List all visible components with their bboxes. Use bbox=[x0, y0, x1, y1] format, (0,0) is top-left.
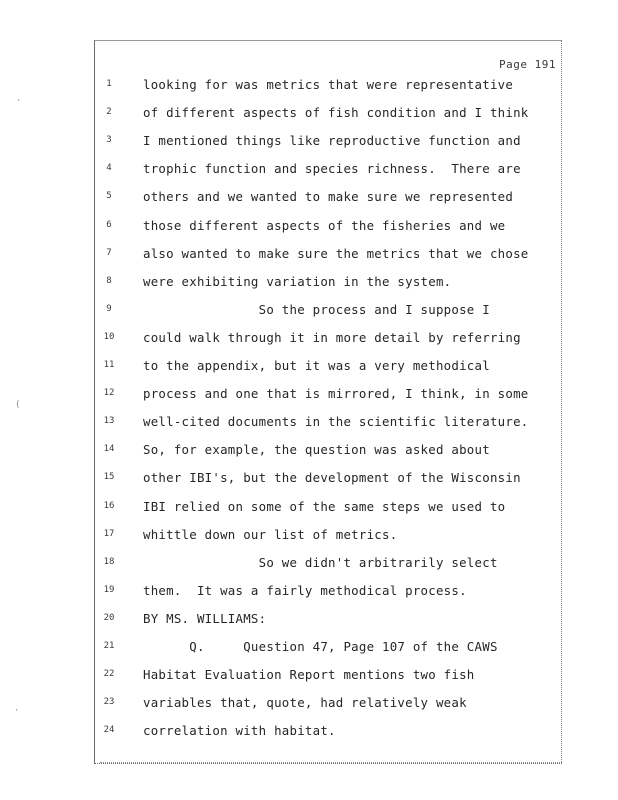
transcript-line bbox=[0, 133, 618, 153]
line-text: them. It was a fairly methodical process. bbox=[143, 582, 467, 598]
line-number: 13 bbox=[103, 416, 115, 427]
line-number: 22 bbox=[103, 669, 115, 680]
line-text: of different aspects of fish condition and I think bbox=[143, 105, 529, 121]
transcript-line bbox=[0, 330, 618, 350]
line-number: 15 bbox=[103, 472, 115, 483]
line-text: also wanted to make sure the metrics that we chose bbox=[143, 245, 529, 261]
scan-speck: · bbox=[16, 96, 22, 106]
transcript-line bbox=[0, 358, 618, 378]
line-number: 5 bbox=[106, 191, 112, 202]
transcript-line bbox=[0, 555, 618, 575]
transcript-line bbox=[0, 302, 618, 322]
transcript-line bbox=[0, 189, 618, 209]
line-text: So, for example, the question was asked about bbox=[143, 442, 490, 458]
line-number: 21 bbox=[103, 641, 115, 651]
line-number: 12 bbox=[103, 388, 115, 399]
transcript-line bbox=[0, 442, 618, 462]
line-text: to the appendix, but it was a very methodical bbox=[143, 358, 490, 373]
page-number: Page 191 bbox=[499, 58, 556, 71]
transcript-line bbox=[0, 161, 618, 181]
transcript-line bbox=[0, 105, 618, 125]
transcript-line bbox=[0, 77, 618, 97]
transcript-line bbox=[0, 723, 618, 743]
line-number: 8 bbox=[106, 275, 112, 286]
line-text: BY MS. WILLIAMS: bbox=[143, 610, 267, 626]
line-number: 6 bbox=[106, 219, 112, 230]
line-text: could walk through it in more detail by referring bbox=[143, 329, 521, 345]
line-number: 24 bbox=[103, 725, 115, 736]
transcript-line bbox=[0, 218, 618, 238]
transcript-line bbox=[0, 386, 618, 406]
transcript-line bbox=[0, 414, 618, 434]
line-text: those different aspects of the fisheries and we bbox=[143, 217, 506, 233]
line-number: 1 bbox=[106, 79, 112, 89]
line-text: IBI relied on some of the same steps we used to bbox=[143, 498, 506, 514]
transcript-line bbox=[0, 667, 618, 687]
transcript-line bbox=[0, 583, 618, 603]
line-text: Q. Question 47, Page 107 of the CAWS bbox=[143, 639, 498, 654]
transcript-line bbox=[0, 274, 618, 294]
line-text: Habitat Evaluation Report mentions two fish bbox=[143, 667, 475, 683]
line-number: 11 bbox=[103, 360, 115, 370]
line-text: well-cited documents in the scientific literature. bbox=[143, 414, 529, 430]
line-number: 20 bbox=[103, 612, 115, 623]
line-text: were exhibiting variation in the system. bbox=[143, 273, 452, 289]
line-text: process and one that is mirrored, I think, in some bbox=[143, 386, 529, 402]
line-text: other IBI's, but the development of the Wisconsin bbox=[143, 470, 521, 486]
line-number: 14 bbox=[103, 444, 115, 455]
transcript-line bbox=[0, 246, 618, 266]
line-number: 17 bbox=[103, 528, 115, 539]
line-number: 9 bbox=[106, 303, 112, 314]
transcript-line bbox=[0, 611, 618, 631]
line-number: 18 bbox=[103, 556, 115, 567]
line-text: So the process and I suppose I bbox=[143, 301, 490, 317]
scan-bottom-artifact bbox=[100, 762, 562, 765]
scan-speck: · bbox=[14, 706, 20, 716]
line-number: 19 bbox=[103, 584, 115, 595]
line-text: trophic function and species richness. There are bbox=[143, 161, 521, 177]
line-number: 4 bbox=[106, 163, 112, 174]
transcript-line bbox=[0, 639, 618, 659]
line-text: others and we wanted to make sure we represented bbox=[143, 189, 514, 205]
line-number: 10 bbox=[103, 331, 115, 342]
line-number: 16 bbox=[103, 500, 115, 511]
transcript-line bbox=[0, 527, 618, 547]
line-text: So we didn't arbitrarily select bbox=[143, 554, 498, 570]
line-number: 2 bbox=[106, 107, 112, 118]
line-text: variables that, quote, had relatively weak bbox=[143, 695, 467, 711]
line-text: whittle down our list of metrics. bbox=[143, 526, 398, 542]
scan-speck: ( bbox=[15, 400, 21, 410]
line-number: 3 bbox=[106, 135, 112, 146]
transcript-line bbox=[0, 499, 618, 519]
line-number: 7 bbox=[106, 247, 112, 258]
line-text: I mentioned things like reproductive function and bbox=[143, 133, 521, 149]
transcript-line bbox=[0, 470, 618, 490]
line-text: looking for was metrics that were representative bbox=[143, 77, 514, 92]
line-text: correlation with habitat. bbox=[143, 723, 336, 739]
transcript-line bbox=[0, 695, 618, 715]
line-number: 23 bbox=[103, 697, 115, 708]
